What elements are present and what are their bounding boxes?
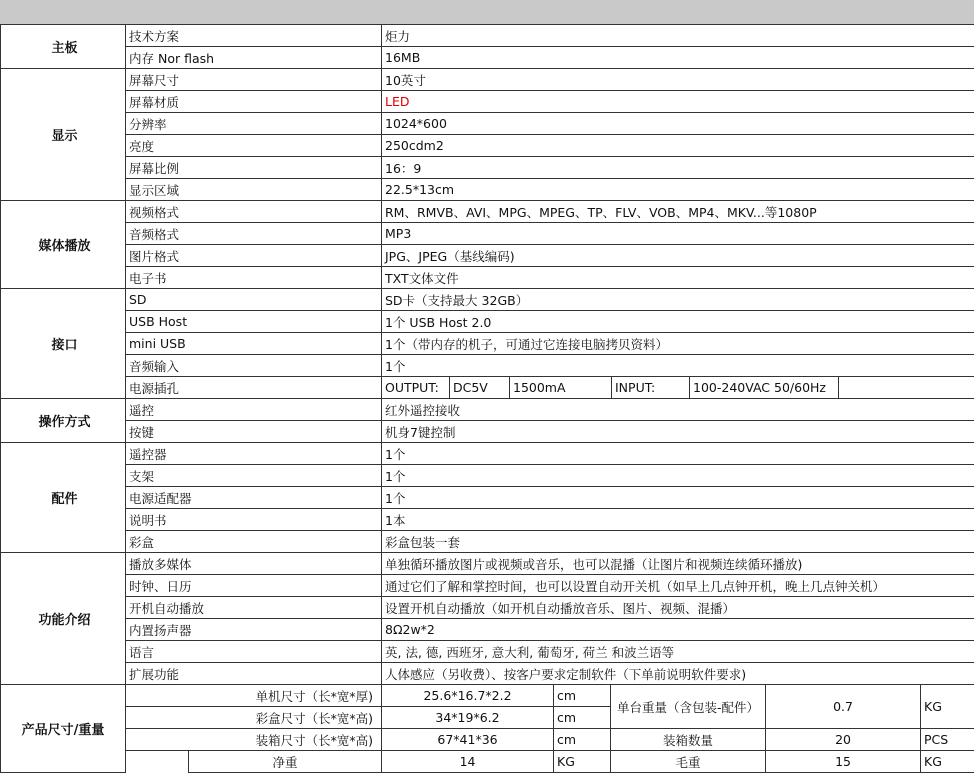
- table-row: [1, 69, 974, 91]
- table-row: [1, 223, 974, 245]
- spec-value: 1本: [382, 509, 974, 531]
- table-row: [1, 641, 974, 663]
- table-row: [1, 201, 974, 223]
- table-row: [1, 289, 974, 311]
- spec-value: 8Ω2w*2: [382, 619, 974, 641]
- table-row: [1, 487, 974, 509]
- spec-value: 1个（带内存的机子，可通过它连接电脑拷贝资料）: [382, 333, 974, 355]
- spec-value: 16MB: [382, 47, 974, 69]
- table-row: [1, 597, 974, 619]
- table-row: [1, 47, 974, 69]
- spec-label: 屏幕比例: [126, 157, 382, 179]
- table-row: [1, 311, 974, 333]
- spec-label: 内存 Nor flash: [126, 47, 382, 69]
- table-row: [1, 113, 974, 135]
- spec-label: 显示区域: [126, 179, 382, 201]
- spec-value: 25.6*16.7*2.2: [382, 685, 554, 707]
- spec-value: TXT文体文件: [382, 267, 974, 289]
- spec-unit: KG: [554, 751, 611, 773]
- spec-label: 遥控: [126, 399, 382, 421]
- category-accessories: 配件: [1, 443, 126, 553]
- spec-unit: cm: [554, 729, 611, 751]
- table-row: [1, 25, 974, 47]
- spec-label: 屏幕尺寸: [126, 69, 382, 91]
- table-row: [1, 553, 974, 575]
- spec-label: 语言: [126, 641, 382, 663]
- spec-label: 电源插孔: [126, 377, 382, 399]
- spec-label: 开机自动播放: [126, 597, 382, 619]
- spec-value: 单独循环播放图片或视频或音乐，也可以混播（让图片和视频连续循环播放): [382, 553, 974, 575]
- table-row: [1, 355, 974, 377]
- spec-label: 播放多媒体: [126, 553, 382, 575]
- spec-unit: cm: [554, 707, 611, 729]
- spec-label: 按键: [126, 421, 382, 443]
- table-row: [1, 443, 974, 465]
- spec-label: 装箱数量: [611, 729, 766, 751]
- spec-value: 1个 USB Host 2.0: [382, 311, 974, 333]
- spec-label: mini USB: [126, 333, 382, 355]
- spec-value: 设置开机自动播放（如开机自动播放音乐、图片、视频、混播）: [382, 597, 974, 619]
- spec-label: 彩盒: [126, 531, 382, 553]
- table-row: [1, 421, 974, 443]
- table-row: [1, 531, 974, 553]
- spec-unit: cm: [554, 685, 611, 707]
- spec-value: 通过它们了解和掌控时间，也可以设置自动开关机（如早上几点钟开机，晚上几点钟关机）: [382, 575, 974, 597]
- spec-value: 1024*600: [382, 113, 974, 135]
- category-size: 产品尺寸/重量: [1, 685, 126, 773]
- spec-label: 毛重: [611, 751, 766, 773]
- spec-value: 1个: [382, 355, 974, 377]
- input-value: 100-240VAC 50/60Hz: [690, 377, 839, 398]
- spec-label: 扩展功能: [126, 663, 382, 685]
- spec-value: 0.7: [766, 685, 921, 729]
- spec-value: 22.5*13cm: [382, 179, 974, 201]
- table-row: [1, 245, 974, 267]
- spec-label: 视频格式: [126, 201, 382, 223]
- spec-label: 电源适配器: [126, 487, 382, 509]
- spec-label: 亮度: [126, 135, 382, 157]
- input-label: INPUT:: [612, 377, 690, 398]
- spec-value: 炬力: [382, 25, 974, 47]
- spec-value: 10英寸: [382, 69, 974, 91]
- table-row: [1, 333, 974, 355]
- table-row: [1, 465, 974, 487]
- output-current: 1500mA: [510, 377, 612, 398]
- spec-value: SD卡（支持最大 32GB）: [382, 289, 974, 311]
- spec-value: 67*41*36: [382, 729, 554, 751]
- spec-label: 电子书: [126, 267, 382, 289]
- table-row: [1, 135, 974, 157]
- spec-value: 20: [766, 729, 921, 751]
- spec-label: 图片格式: [126, 245, 382, 267]
- spec-unit: KG: [921, 751, 974, 773]
- spec-value: 250cdm2: [382, 135, 974, 157]
- table-row: [1, 619, 974, 641]
- category-display: 显示: [1, 69, 126, 201]
- category-operation: 操作方式: [1, 399, 126, 443]
- spec-label: 分辨率: [126, 113, 382, 135]
- spec-value: 34*19*6.2: [382, 707, 554, 729]
- spec-value: 红外遥控接收: [382, 399, 974, 421]
- spec-label: 支架: [126, 465, 382, 487]
- spec-label: USB Host: [126, 311, 382, 333]
- spec-label: 音频格式: [126, 223, 382, 245]
- spec-table: [0, 24, 974, 685]
- spec-value: 14: [382, 751, 554, 773]
- spec-value: 1个: [382, 443, 974, 465]
- spec-label: 遥控器: [126, 443, 382, 465]
- spec-label: 单台重量（含包装-配件）: [611, 685, 766, 729]
- spec-label: 内置扬声器: [126, 619, 382, 641]
- spec-label: 屏幕材质: [126, 91, 382, 113]
- spec-value: RM、RMVB、AVI、MPG、MPEG、TP、FLV、VOB、MP4、MKV...等1080P: [382, 201, 974, 223]
- power-spec-cell: [382, 377, 974, 399]
- header-bar: [0, 0, 974, 25]
- output-voltage: DC5V: [450, 377, 510, 398]
- table-row: [1, 91, 974, 113]
- spec-value: 1个: [382, 487, 974, 509]
- spec-unit: KG: [921, 685, 974, 729]
- spec-label: 时钟、日历: [126, 575, 382, 597]
- spec-value: 人体感应（另收费）、按客户要求定制软件（下单前说明软件要求): [382, 663, 974, 685]
- spec-label: 单机尺寸（长*宽*厚): [126, 685, 382, 707]
- table-row: [1, 157, 974, 179]
- table-row: [1, 663, 974, 685]
- table-row: [1, 267, 974, 289]
- spec-value: 1个: [382, 465, 974, 487]
- table-row: [1, 729, 974, 751]
- category-interface: 接口: [1, 289, 126, 399]
- table-row: [1, 179, 974, 201]
- spec-value: JPG、JPEG（基线编码): [382, 245, 974, 267]
- spec-label: 技术方案: [126, 25, 382, 47]
- spec-label: 净重: [189, 751, 382, 773]
- spec-label: 装箱尺寸（长*宽*高): [126, 729, 382, 751]
- spec-unit: PCS: [921, 729, 974, 751]
- table-row: [1, 509, 974, 531]
- table-row: [1, 377, 974, 399]
- spec-label: 说明书: [126, 509, 382, 531]
- spec-value: 英, 法, 德, 西班牙, 意大利, 葡萄牙, 荷兰 和波兰语等: [382, 641, 974, 663]
- spec-label: SD: [126, 289, 382, 311]
- table-row: [1, 399, 974, 421]
- spec-value: 机身7键控制: [382, 421, 974, 443]
- spec-value: 16：9: [382, 157, 974, 179]
- spec-label: 音频输入: [126, 355, 382, 377]
- output-label: OUTPUT:: [382, 377, 450, 398]
- spec-value-highlight: LED: [382, 91, 974, 113]
- table-row: [1, 751, 974, 773]
- spec-value: MP3: [382, 223, 974, 245]
- size-weight-table: [0, 684, 974, 773]
- category-media: 媒体播放: [1, 201, 126, 289]
- spacer-cell: [126, 751, 189, 773]
- spec-label: 彩盒尺寸（长*宽*高): [126, 707, 382, 729]
- table-row: [1, 685, 974, 707]
- category-features: 功能介绍: [1, 553, 126, 685]
- table-row: [1, 575, 974, 597]
- spec-value: 彩盒包装一套: [382, 531, 974, 553]
- category-mainboard: 主板: [1, 25, 126, 69]
- spec-value: 15: [766, 751, 921, 773]
